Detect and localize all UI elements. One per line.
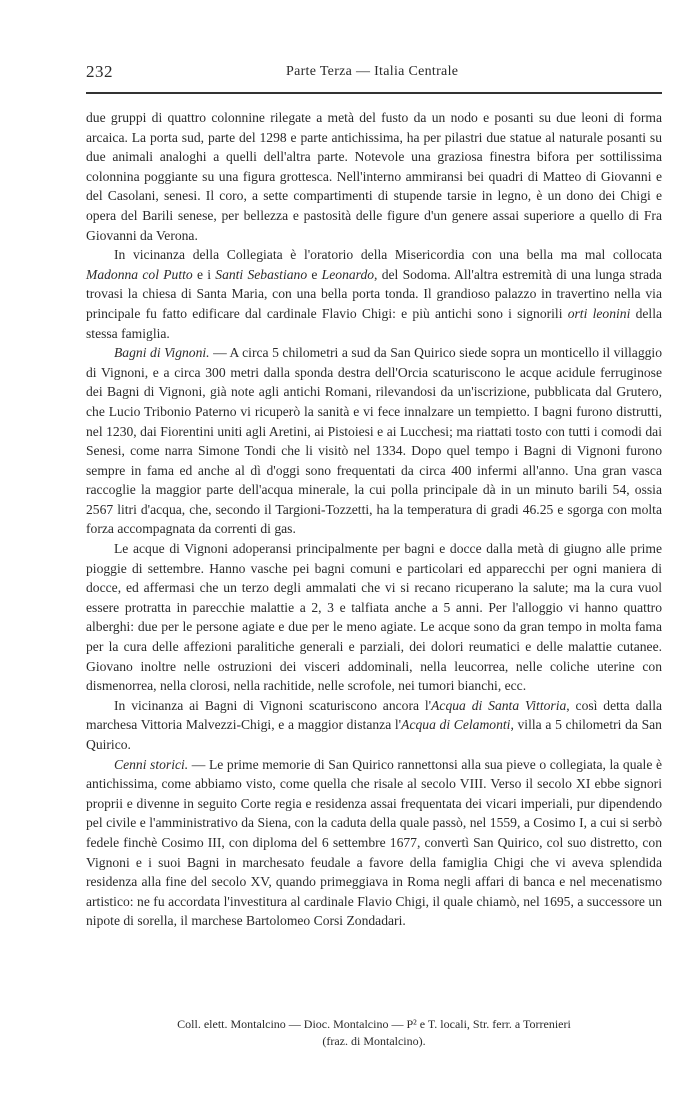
running-title: Parte Terza — Italia Centrale	[286, 64, 459, 79]
text-run: In vicinanza della Collegiata è l'oratorio della Misericordia con una bella ma mal collocata	[114, 247, 662, 263]
text-run: , del Sodoma. All'altra estremità di una lunga strada trovasi la chiesa di Santa Maria, con una bella porta tonda. Il grandioso palazzo in travertino nella via principale fu fatto edificare dal cardinale Flavio Chigi: e più antichi sono i signorili	[86, 266, 662, 321]
text-run: In vicinanza ai Bagni di Vignoni scaturiscono ancora l'	[114, 697, 432, 713]
spring-name: Acqua di Santa Vittoria	[431, 697, 567, 713]
paragraph-cenni-storici	[86, 755, 662, 931]
paragraph-acque: Le acque di Vignoni adoperansi principalmente per bagni e docce dalla metà di giugno alle prime pioggie di settembre. Hanno vasche pei bagni comuni e particolari ed apparecchi per ogni maniera di docce, ed affermasi che un terzo degli ammalati che vi si recano ricuperano la salute; ma la cura vuol essere protratta in parecchie malattie a 2, 3 e talfiata anche a 5 anni. Per l'alloggio vi hanno quattro alberghi: due per le persone agiate e due per le meno agiate. Le acque sono da gran tempo in molta fama per la cura delle affezioni paralitiche generali e parziali, dei dolori reumatici e delle malattie cutanee. Giovano inoltre nelle ostruzioni dei visceri addominali, nella leucorrea, nelle coliche uterine con dismenorrea, nella clorosi, nella rachitide, nelle scrofole, nei tumori bianchi, ecc.	[86, 541, 662, 694]
text-run: e i	[192, 266, 216, 282]
artwork-title: Santi Sebastiano	[215, 266, 308, 282]
section-heading: Cenni storici.	[114, 756, 189, 772]
artwork-title: Madonna col Putto	[86, 266, 193, 282]
header-rule	[86, 92, 662, 94]
paragraph-bagni-di-vignoni	[86, 343, 662, 539]
paragraph-continuation: due gruppi di quattro colonnine rilegate a metà del fusto da un nodo e posanti su due leoni di forma arcaica. La porta sud, parte del 1298 e parte antichissima, ha per pilastri due statue al naturale posanti su due animali analoghi a quelli dell'altra parte. Notevole una graziosa finestra bifora per sottilissima colonnina poggiante su una figura grottesca. Nell'interno ammiransi bei quadri di Matteo di Giovanni e del Casolani, senesi. Il coro, a sette compartimenti di stupende tarsie in legno, è un dono dei Chigi e opera del Barili senese, per bellezza e pastosità delle figure d'un genere assai superiore a quello di Fra Giovanni da Verona.	[86, 110, 662, 243]
spring-name: Acqua di Celamonti	[401, 717, 511, 733]
place-name: orti leonini	[567, 305, 631, 321]
admin-note-line: Coll. elett. Montalcino — Dioc. Montalcino — P² e T. locali, Str. ferr. a Torrenieri	[177, 1017, 571, 1031]
text-run: , così detta dalla marchesa Vittoria Malvezzi-Chigi, e a maggior distanza l'	[86, 697, 663, 733]
paragraph-misericordia	[86, 245, 662, 343]
section-heading: Bagni di Vignoni.	[114, 345, 210, 361]
running-header	[86, 62, 662, 84]
text-run: e	[307, 266, 322, 282]
admin-note-line: (fraz. di Montalcino).	[322, 1034, 426, 1048]
paragraph-other-springs	[86, 696, 662, 755]
text-run: , villa a 5 chilometri da San Quirico.	[86, 717, 662, 752]
text-run: della stessa famiglia.	[86, 305, 663, 341]
text-run: — A circa 5 chilometri a sud da San Quirico siede sopra un monticello il villaggio di Vignoni, e a circa 300 metri dalla sponda destra dell'Orcia scaturiscono le acque acidule ferruginose dei Bagni di Vignoni, già note agli antichi Romani, rilevandosi da un'iscrizione, pubblicata dal Grutero, che Lucio Tribonio Paterno vi ricuperò la sanità e vi fece innalzare un tempietto. I bagni furono distrutti, nel 1230, dai Fiorentini uniti agli Aretini, ai Pistoiesi e ai Lucchesi; ma riattati tosto con tutti i comodi dai Senesi, come narra Simone Tondi che li visitò nel 1334. Dopo quel tempo i Bagni di Vignoni furono sempre in fama ed anche al dì d'oggi sono frequentati da circa 400 infermi all'anno. Una gran vasca raccoglie la maggior parte dell'acqua minerale, la cui polla principale dà in un minuto barili 54, ossia 2567 litri d'acqua, che, secondo il Targioni-Tozzetti, ha la temperatura di gradi 46.25 e sgorga con molta forza accompagnata da correnti di gas.	[86, 345, 662, 537]
administrative-note	[86, 1016, 662, 1050]
page-number: 232	[86, 62, 113, 81]
body-text	[86, 108, 662, 931]
text-run: — Le prime memorie di San Quirico rannettonsi alla sua pieve o collegiata, la quale è antichissima, come abbiamo visto, come quella che risale al secolo VIII. Verso il secolo XI ebbe signori proprii e divenne in seguito Corte regia e residenza assai frequentata dei vicari imperiali, pur dipendendo pel civile e l'amministrativo da Siena, con la caduta della quale passò, nel 1559, a Cosimo I, a cui si serbò fedele finchè Cosimo III, con diploma del 6 settembre 1677, convertì San Quirico, col suo distretto, con Vignoni e i suoi Bagni in marchesato feudale a favore della famiglia Chigi che vi aveva splendida residenza alla fine del secolo XV, quando primeggiava in Roma negli affari di banca e nel mecenatismo artistico: ne fu accordata l'investitura al cardinale Flavio Chigi, il quale chiamò, nel 1695, a successore un nipote di sorella, il marchese Bartolomeo Corsi Zondadari.	[86, 756, 662, 929]
artwork-title: Leonardo	[321, 266, 375, 282]
